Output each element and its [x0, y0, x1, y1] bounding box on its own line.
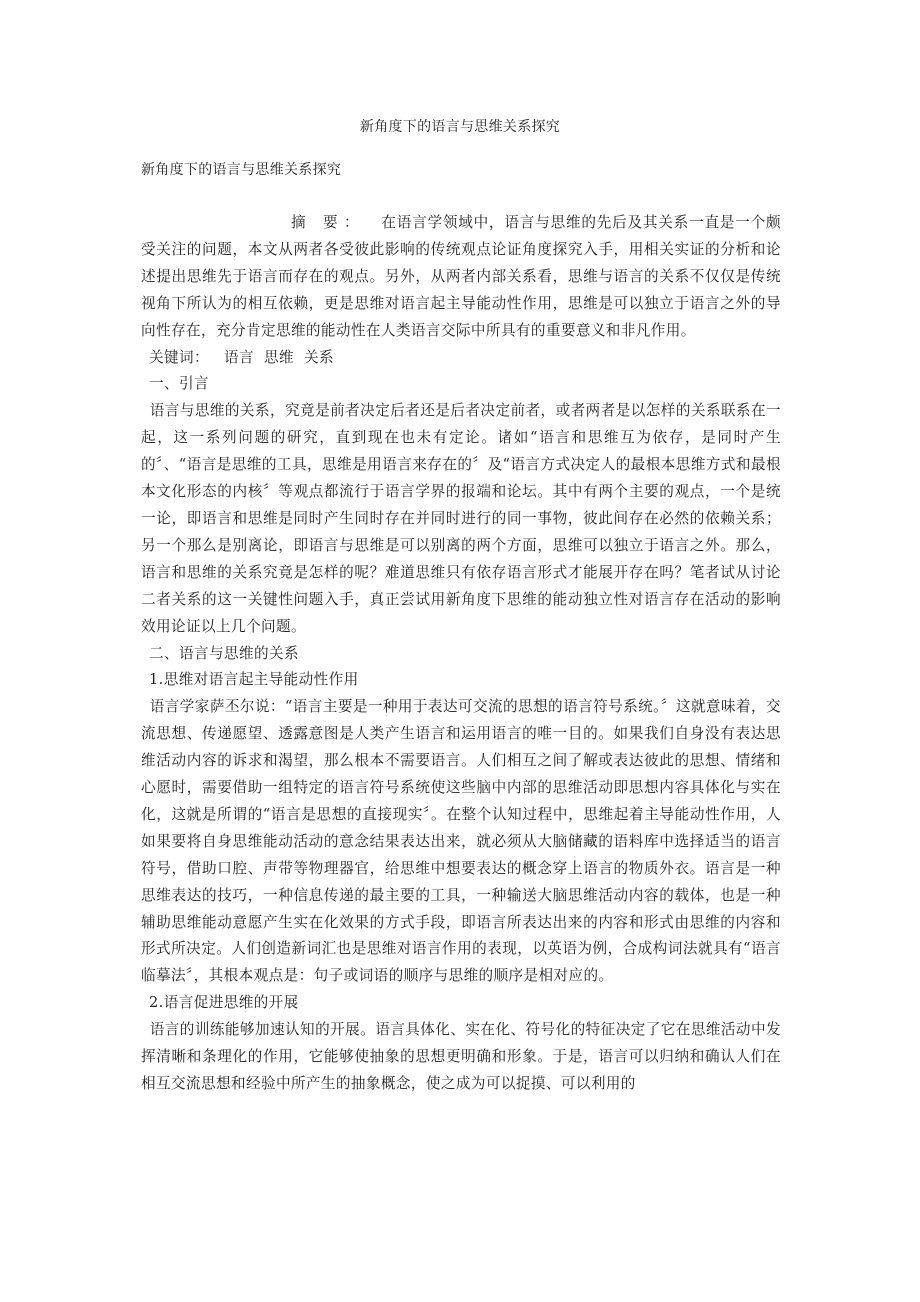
- document-subtitle: 新角度下的语言与思维关系探究: [141, 162, 342, 178]
- subsection-2-paragraph: 语言的训练能够加速认知的开展。语言具体化、实在化、符号化的特征决定了它在思维活动中发挥清晰和条理化的作用，它能够使抽象的思想更明确和形象。于是，语言可以归纳和确认人们在相互交流思想和经验中所产生的抽象概念，使之成为可以捉摸、可以利用的: [141, 1021, 781, 1092]
- subsection-1-paragraph: 语言学家萨丕尔说：“语言主要是一种用于表达可交流的思想的语言符号系统。〞这就意味着，交流思想、传递愿望、透露意图是人类产生语言和运用语言的唯一目的。如果我们自身没有表达思维活动内容的诉求和渴望，那么根本不需要语言。人们相互之间了解或表达彼此的思想、情绪和心愿时，需要借助一组特定的语言符号系统使这些脑中内部的思维活动即思想内容具体化与实在化，这就是所谓的“语言是思想的直接现实〞。在整个认知过程中，思维起着主导能动性作用，人如果要将自身思维能动活动的意念结果表达出来，就必须从大脑储藏的语料库中选择适当的语言符号，借助口腔、声带等物理器官，给思维中想要表达的概念穿上语言的物质外衣。语言是一种思维表达的技巧，一种信息传递的最主要的工具，一种输送大脑思维活动内容的载体，也是一种辅助思维能动意愿产生实在化效果的方式手段，即语言所表达出来的内容和形式由思维的内容和形式所决定。人们创造新词汇也是思维对语言作用的表现，以英语为例，合成构词法就具有“语言临摹法〞，其根本观点是：句子或词语的顺序与思维的顺序是相对应的。: [141, 698, 781, 985]
- keyword-item: 语言: [224, 348, 255, 366]
- document-title: 新角度下的语言与思维关系探究: [359, 119, 561, 135]
- abstract-text: 在语言学领域中，语言与思维的先后及其关系一直是一个颇受关注的问题，本文从两者各受彼此影响的传统观点论证角度探究入手，用相关实证的分析和论述提出思维先于语言而存在的观点。另外，从两者内部关系看，思维与语言的关系不仅仅是传统视角下所认为的相互依赖，更是思维对语言起主导能动性作用，思维是可以独立于语言之外的导向性存在，充分肯定思维的能动性在人类语言交际中所具有的重要意义和非凡作用。: [141, 214, 782, 339]
- keyword-item: 思维: [264, 348, 295, 366]
- abstract-paragraph: [141, 210, 781, 345]
- section-heading-intro: 一、引言: [149, 375, 209, 393]
- intro-paragraph: 语言与思维的关系，究竟是前者决定后者还是后者决定前者，或者两者是以怎样的关系联系在一起，这一系列问题的研究，直到现在也未有定论。诸如“语言和思维互为依存，是同时产生的〞、“语言是思维的工具，思维是用语言来存在的〞及“语言方式决定人的最根本思维方式和最根本文化形态的内核〞等观点都流行于语言学界的报端和论坛。其中有两个主要的观点，一个是统一论，即语言和思维是同时产生同时存在并同时进行的同一事物，彼此间存在必然的依赖关系；另一个那么是别离论，即语言与思维是可以别离的两个方面，思维可以独立于语言之外。那么，语言和思维的关系究竟是怎样的呢？难道思维只有依存语言形式才能展开存在吗？笔者试从讨论二者关系的这一关键性问题入手，真正尝试用新角度下思维的能动独立性对语言存在活动的影响效用论证以上几个问题。: [141, 402, 781, 635]
- document-body: [141, 210, 781, 1098]
- abstract-label: 摘 要：: [291, 214, 365, 231]
- section-heading-relation: 二、语言与思维的关系: [149, 644, 299, 662]
- keyword-item: 关系: [304, 348, 335, 366]
- keywords-label: 关键词：: [149, 348, 209, 366]
- subsection-heading-2: 2.语言促进思维的开展: [149, 994, 299, 1012]
- subsection-heading-1: 1.思维对语言起主导能动性作用: [149, 671, 359, 689]
- keywords-line: [141, 345, 781, 372]
